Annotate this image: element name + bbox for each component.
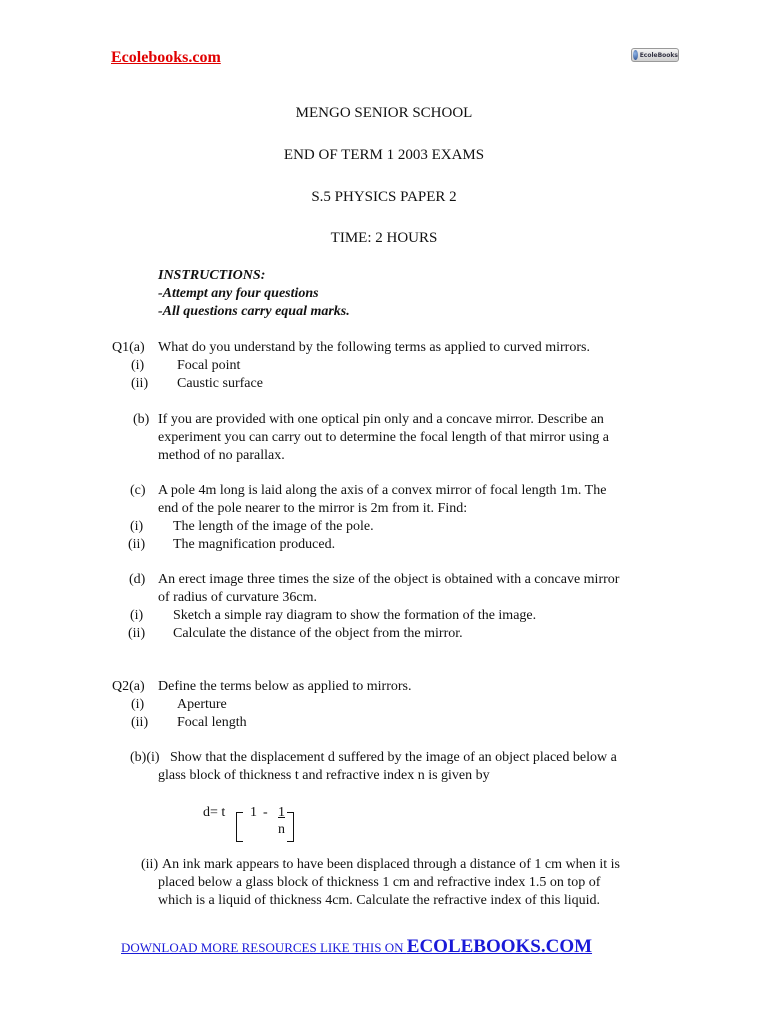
sub-text: The length of the image of the pole. [173,519,374,534]
sub-text: Focal point [177,358,241,373]
question-text: experiment you can carry out to determine the focal length of that mirror using a [158,430,609,445]
sub-text: Caustic surface [177,376,263,391]
ecolebooks-logo [631,48,679,62]
question-text: Show that the displacement d suffered by the image of an object placed below a [170,750,617,765]
instruction-line: -Attempt any four questions [158,286,319,301]
question-text: of radius of curvature 36cm. [158,590,317,605]
formula-lhs: d= t [203,805,226,820]
paper-title: S.5 PHYSICS PAPER 2 [311,189,457,205]
sub-label: (i) [131,358,145,373]
time-allowed: TIME: 2 HOURS [330,230,438,246]
question-text: If you are provided with one optical pin only and a concave mirror. Describe an [158,412,604,427]
question-text: An erect image three times the size of the object is obtained with a concave mirror [158,572,620,587]
instructions-heading: INSTRUCTIONS: [158,268,266,283]
formula-numerator: 1 [278,805,285,820]
logo-text: EcoleBooks [639,51,678,59]
question-text: placed below a glass block of thickness 1 cm and refractive index 1.5 on top of [158,875,601,890]
sub-text: Aperture [177,697,227,712]
question-text: which is a liquid of thickness 4cm. Calculate the refractive index of this liquid. [158,893,601,908]
question-text: An ink mark appears to have been displaced through a distance of 1 cm when it is [162,857,620,872]
sub-label: (i) [130,519,144,534]
question-text: What do you understand by the following terms as applied to curved mirrors. [158,340,590,355]
sub-label: (ii) [141,857,159,872]
formula-denominator: n [278,822,285,837]
question-text: glass block of thickness t and refractive index n is given by [158,768,490,783]
sub-label: (i) [130,608,144,623]
sub-label: (i) [131,697,145,712]
sub-label: (ii) [128,626,146,641]
question-text: method of no parallax. [158,448,285,463]
right-bracket [287,812,294,842]
sub-text: Calculate the distance of the object from the mirror. [173,626,463,641]
question-label: (b)(i) [130,750,160,765]
footer-site: ECOLEBOOKS.COM [406,936,593,957]
question-label: (c) [130,483,146,498]
sub-text: Sketch a simple ray diagram to show the formation of the image. [173,608,537,623]
sub-label: (ii) [131,715,149,730]
question-label: Q1(a) [112,340,145,355]
footer-download-link[interactable] [121,936,592,958]
exam-title: END OF TERM 1 2003 EXAMS [283,147,485,163]
left-bracket [236,812,243,842]
question-text: Define the terms below as applied to mirrors. [158,679,412,694]
ecolebooks-link[interactable]: Ecolebooks.com [111,49,221,66]
footer-text: DOWNLOAD MORE RESOURCES LIKE THIS ON [121,940,407,955]
school-name: MENGO SENIOR SCHOOL [295,105,473,121]
sub-label: (ii) [128,537,146,552]
question-label: Q2(a) [112,679,145,694]
globe-icon [633,50,638,60]
sub-text: The magnification produced. [173,537,336,552]
sub-text: Focal length [177,715,247,730]
instruction-line: -All questions carry equal marks. [158,304,350,319]
question-label: (d) [129,572,146,587]
formula-minus: - [263,805,268,820]
question-label: (b) [133,412,150,427]
formula-one: 1 [250,805,257,820]
question-text: A pole 4m long is laid along the axis of a convex mirror of focal length 1m. The [158,483,607,498]
question-text: end of the pole nearer to the mirror is 2m from it. Find: [158,501,468,516]
sub-label: (ii) [131,376,149,391]
